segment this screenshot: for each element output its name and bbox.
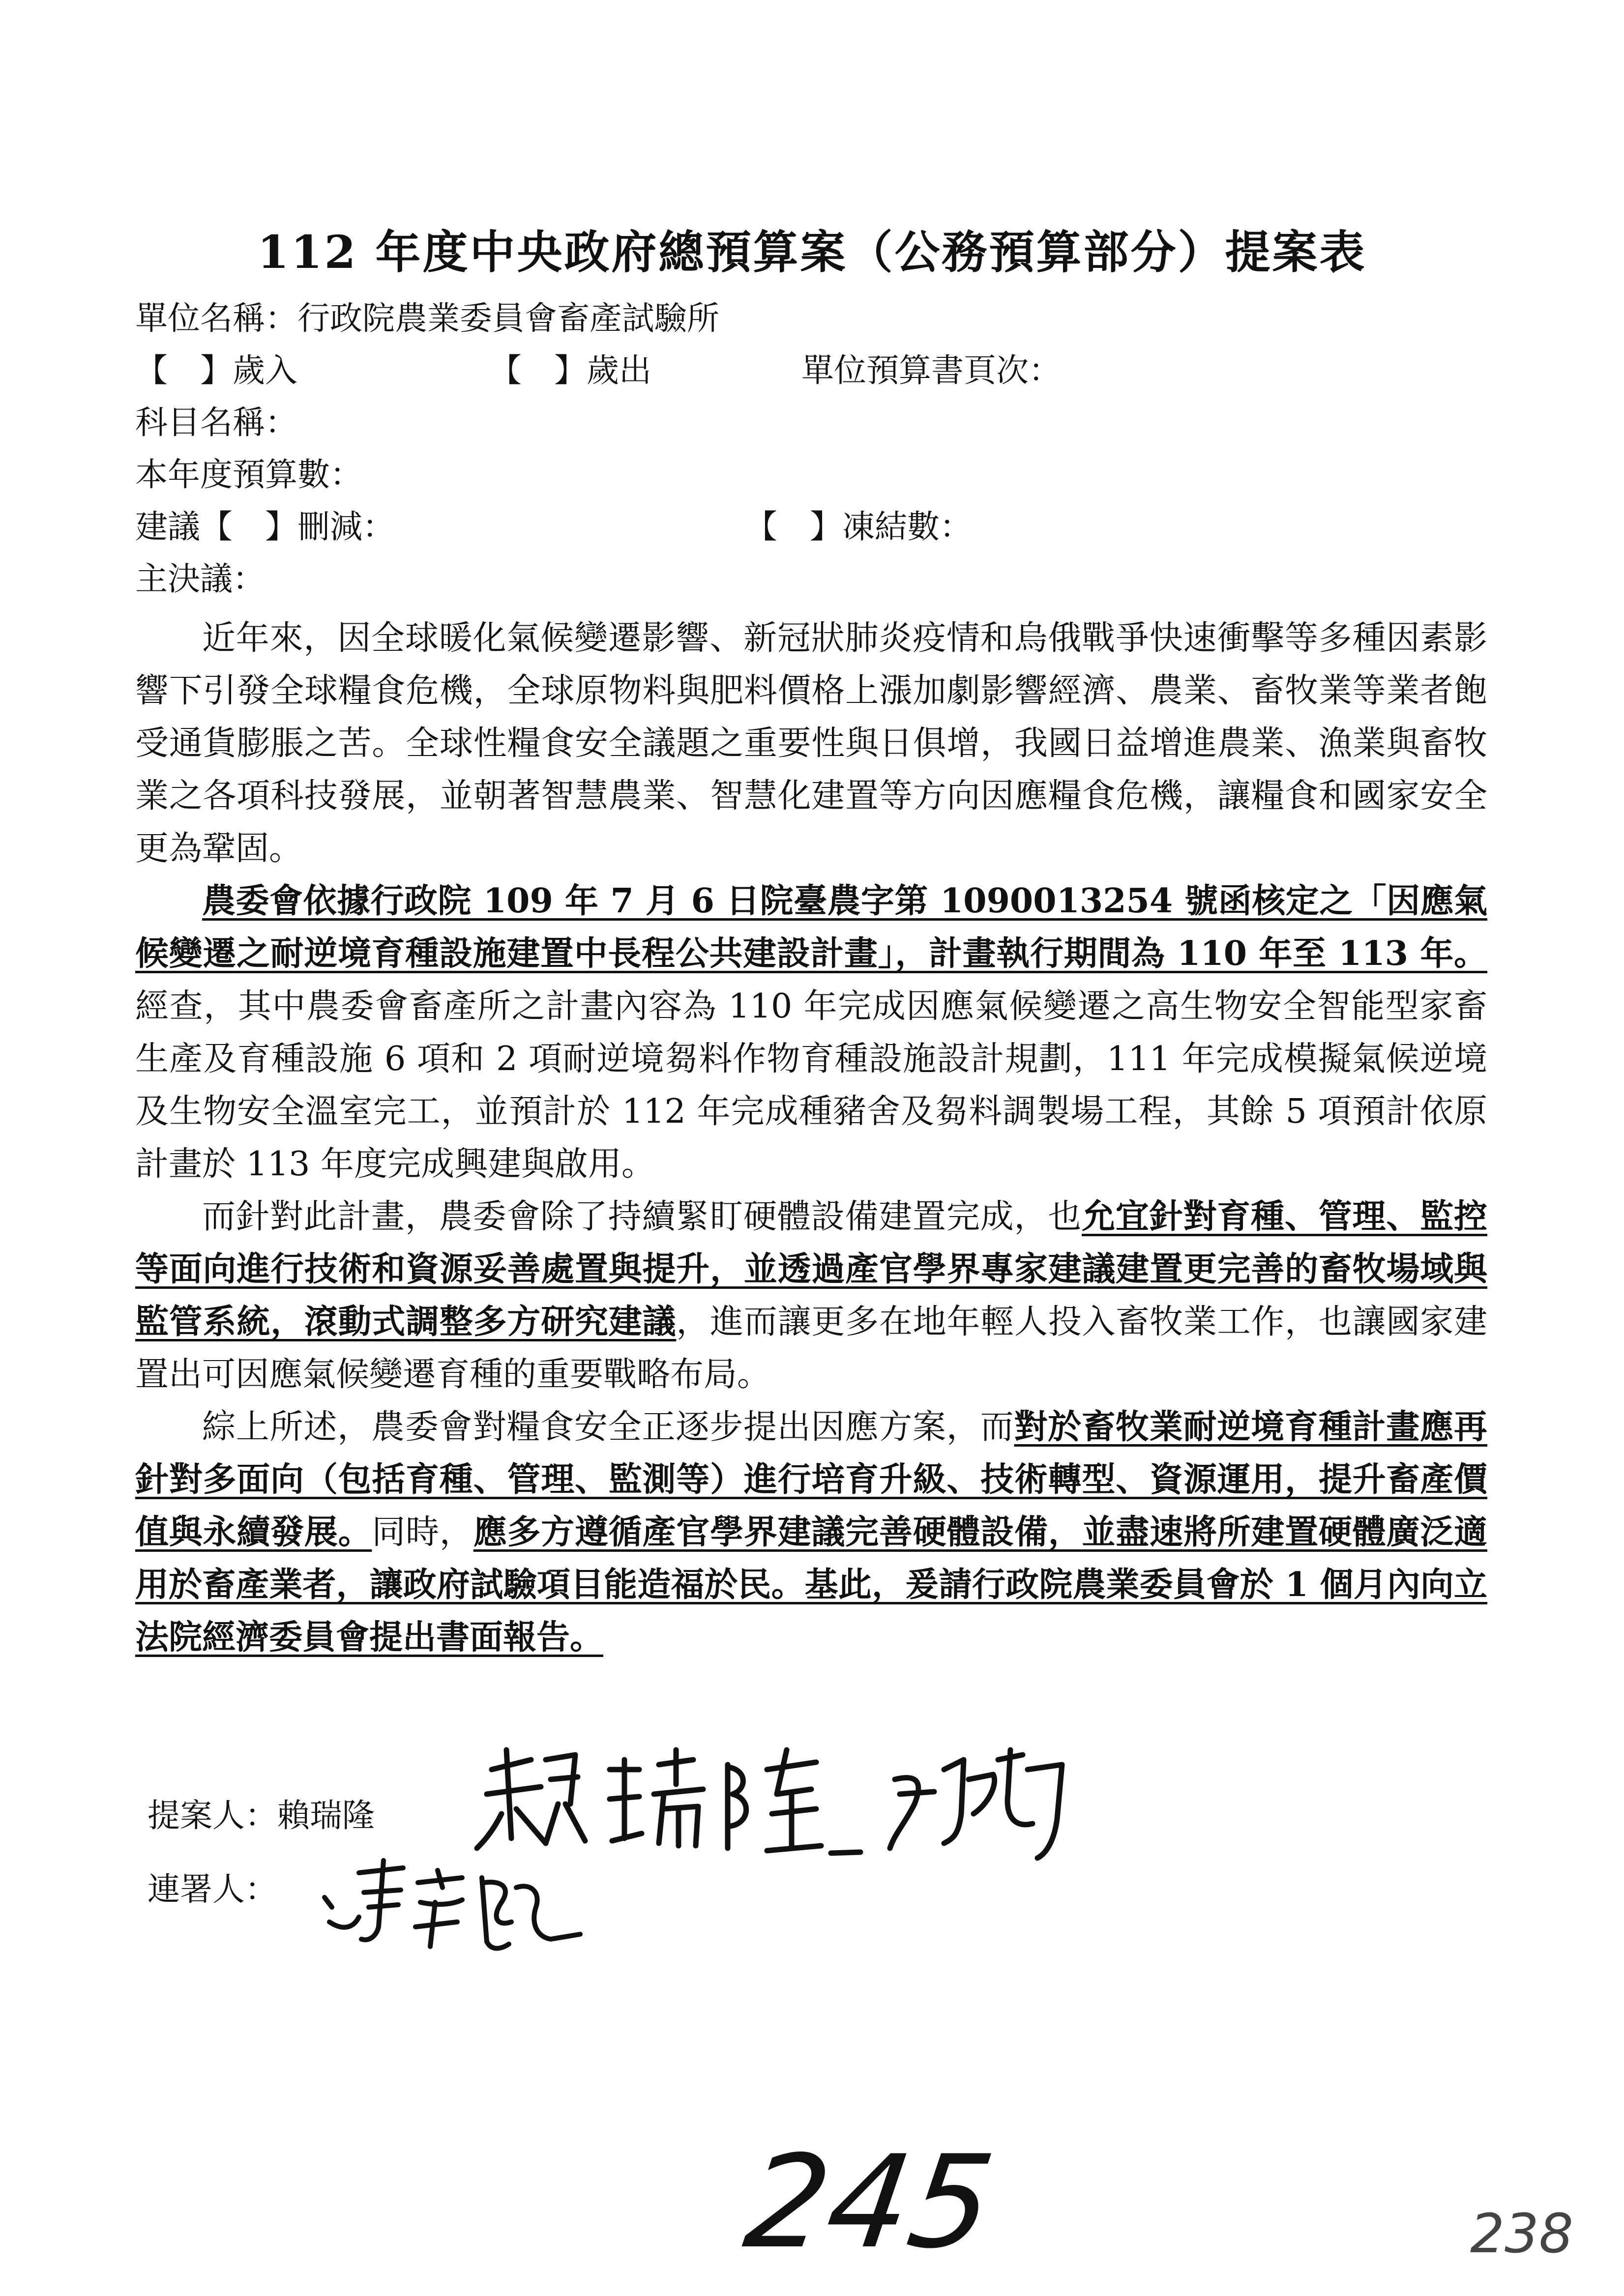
form-fields	[135, 292, 1512, 605]
paragraph-3-intro: 而針對此計畫，農委會除了持續緊盯硬體設備建置完成，也	[202, 1197, 1082, 1236]
proposer-label: 提案人：賴瑞隆	[148, 1797, 375, 1834]
resolution-body	[135, 612, 1487, 1664]
handwritten-page-number: 245	[737, 2128, 1002, 2277]
cosigner-label: 連署人：	[148, 1870, 277, 1908]
current-budget-field: 本年度預算數：	[135, 456, 362, 494]
suggestion-row	[135, 501, 1512, 553]
paragraph-2	[135, 875, 1487, 1191]
paragraph-4-intro: 綜上所述，農委會對糧食安全正逐步提出因應方案，而	[202, 1408, 1014, 1447]
resolution-label: 主決議：	[135, 560, 265, 598]
paragraph-4-mid: 同時，	[372, 1513, 473, 1552]
paragraph-2-rest: 經查，其中農委會畜產所之計畫內容為 110 年完成因應氣候變遷之高生物安全智能型家畜生產及育種設施 6 項和 2 項耐逆境芻料作物育種設施設計規劃，111 年完成模擬氣候逆境及生物安全溫室完工，並預計於 112 年完成種豬舍及芻料調製場工程，其餘 5 項預計依原計畫於 113 年度完成興建與啟用。	[135, 987, 1487, 1184]
budget-page-field: 單位預算書頁次：	[801, 351, 1061, 389]
handwritten-page-number-small: 238	[1470, 2202, 1573, 2265]
paragraph-4	[135, 1401, 1487, 1664]
current-budget-row	[135, 449, 1512, 501]
proposer-signature	[472, 1740, 1087, 1868]
paragraph-4-underlined-1: 對於畜牧業耐逆境育種計畫應再針對多面向（包括育種、管理、監測等）進行培育升級、技術轉型、資源運用，提升畜產價值與永續發展。	[135, 1407, 1487, 1552]
paragraph-3	[135, 1191, 1487, 1401]
expenditure-checkbox-label: 【 】歲出	[489, 351, 651, 389]
subject-name-row	[135, 397, 1512, 449]
paragraph-1: 近年來，因全球暖化氣候變遷影響、新冠狀肺炎疫情和烏俄戰爭快速衝擊等多種因素影響下引發全球糧食危機，全球原物料與肥料價格上漲加劇影響經濟、農業、畜牧業等業者飽受通貨膨脹之苦。全球性糧食安全議題之重要性與日俱增，我國日益增進農業、漁業與畜牧業之各項科技發展，並朝著智慧農業、智慧化建置等方向因應糧食危機，讓糧食和國家安全更為鞏固。	[135, 619, 1487, 868]
freeze-amount-field: 【 】凍結數：	[745, 508, 972, 546]
unit-name-row	[135, 292, 1512, 345]
paragraph-2-underlined: 農委會依據行政院 109 年 7 月 6 日院臺農字第 1090013254 號函核定之「因應氣候變遷之耐逆境育種設施建置中長程公共建設計畫」，計畫執行期間為 110 年至 113 年。	[135, 881, 1487, 973]
paragraph-3-rest: ，進而讓更多在地年輕人投入畜牧業工作，也讓國家建置出可因應氣候變遷育種的重要戰略布局。	[135, 1303, 1487, 1394]
document-title: 112 年度中央政府總預算案（公務預算部分）提案表	[257, 226, 1367, 279]
suggest-cut-field: 建議【 】刪減：	[135, 508, 395, 546]
revenue-checkbox-label: 【 】歲入	[135, 351, 297, 389]
cosigner-signature	[315, 1853, 590, 1961]
resolution-row	[135, 553, 1512, 605]
unit-name-field: 單位名稱：行政院農業委員會畜產試驗所	[135, 299, 719, 337]
subject-name-field: 科目名稱：	[135, 404, 297, 441]
paragraph-4-underlined-2: 應多方遵循產官學界建議完善硬體設備，並盡速將所建置硬體廣泛適用於畜產業者，讓政府試驗項目能造福於民。基此，爰請行政院農業委員會於 1 個月內向立法院經濟委員會提出書面報告。	[135, 1512, 1487, 1657]
paragraph-3-underlined: 允宜針對育種、管理、監控等面向進行技術和資源妥善處置與提升，並透過產官學界專家建議建置更完善的畜牧場域與監管系統，滾動式調整多方研究建議	[135, 1197, 1487, 1341]
revenue-expenditure-row	[135, 345, 1512, 397]
